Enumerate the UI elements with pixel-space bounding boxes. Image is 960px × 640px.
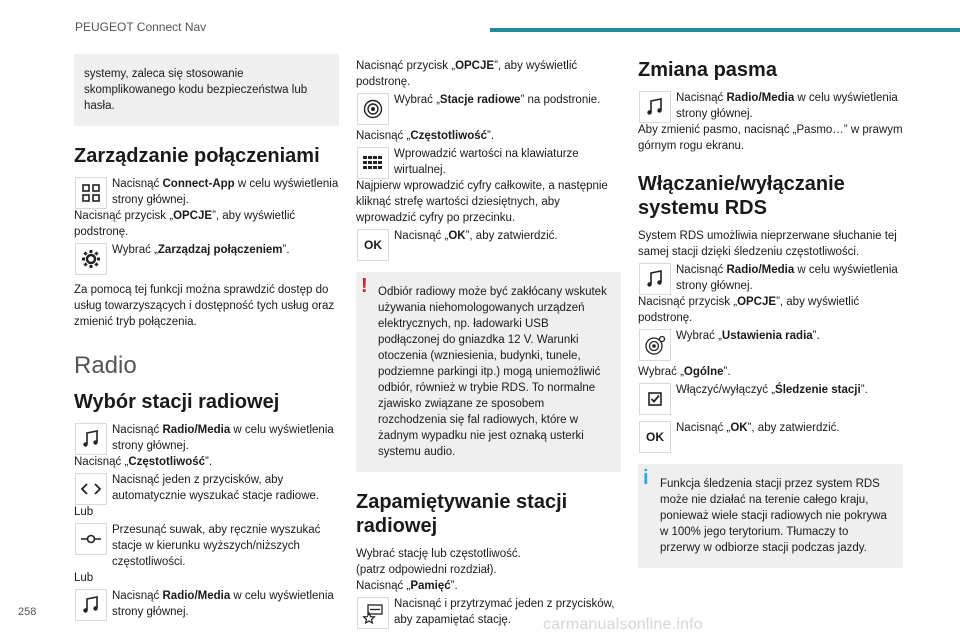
- paragraph: Nacisnąć przycisk „OPCJE”, aby wyświetlić podstronę.: [356, 60, 578, 88]
- step-radio-media-rds: Nacisnąć Radio/Media w celu wyświetlenia strony głównej.: [638, 262, 903, 294]
- paragraph: Nacisnąć „Częstotliwość”.: [74, 456, 213, 468]
- heading-rds: Włączanie/wyłączanie systemu RDS: [638, 173, 845, 219]
- keypad-icon: [357, 147, 389, 179]
- warning-note: [356, 272, 621, 472]
- paragraph: Nacisnąć „Częstotliwość”.: [356, 130, 495, 142]
- slider-icon: [75, 523, 107, 555]
- paragraph: Najpierw wprowadzić cyfry całkowite, a następnie kliknąć strefę wartości dziesiętnych, aby wprowadzić cyfry po przecinku.: [356, 180, 608, 224]
- info-note: [638, 464, 903, 568]
- step-radio-media-2: Nacisnąć Radio/Media w celu wyświetlenia strony głównej.: [74, 588, 339, 620]
- step-slider: Przesunąć suwak, aby ręcznie wyszukać stacje w kierunku wyższych/niższych częstotliwości.: [74, 522, 339, 570]
- paragraph: Nacisnąć przycisk „OPCJE”, aby wyświetlić podstronę.: [74, 210, 296, 238]
- column-middle: [356, 58, 621, 628]
- step-auto-search: Nacisnąć jeden z przycisków, aby automatycznie wyszukać stacje radiowe.: [74, 472, 339, 504]
- paragraph-or: Lub: [74, 572, 94, 584]
- step-text: Nacisnąć: [112, 178, 163, 190]
- chevron-left-right-icon: [75, 473, 107, 505]
- heading-change-band: Zmiana pasma: [638, 59, 777, 81]
- paragraph: Nacisnąć „Pamięć”.: [356, 580, 458, 592]
- heading-radio: Radio: [74, 352, 137, 379]
- step-radio-media: Nacisnąć Radio/Media w celu wyświetlenia strony głównej.: [74, 422, 339, 454]
- step-radio-settings: Wybrać „Ustawienia radia”.: [638, 328, 903, 360]
- apps-grid-icon: [75, 177, 107, 209]
- info-icon: i: [643, 467, 649, 489]
- gear-icon: [75, 243, 107, 275]
- header-accent-bar: [490, 28, 960, 32]
- intro-note-text: systemy, zaleca się stosowanie skomplikowanego kodu bezpieczeństwa lub hasła.: [84, 68, 308, 112]
- step-toggle-tracking: Włączyć/wyłączyć „Śledzenie stacji”.: [638, 382, 903, 414]
- warning-icon: !: [361, 275, 368, 297]
- paragraph: Wybrać stację lub częstotliwość.: [356, 548, 521, 560]
- info-text: Funkcja śledzenia stacji przez system RDS może nie działać na terenie całego kraju, ponieważ wiele stacji radiowych nie pokrywa w 100% jego terytorium. Tłumaczy to przerwy w odbiorze stacji podczas jazdy.: [660, 478, 887, 554]
- step-text: w celu wyświetlenia strony głównej.: [112, 178, 339, 206]
- step-ok: OK Nacisnąć „OK”, aby zatwierdzić.: [356, 228, 621, 260]
- ok-icon: OK: [639, 421, 671, 453]
- running-header: PEUGEOT Connect Nav: [75, 20, 207, 34]
- paragraph: Nacisnąć przycisk „OPCJE”, aby wyświetlić podstronę.: [638, 296, 860, 324]
- step-manage-connection: Wybrać „Zarządzaj połączeniem”.: [74, 242, 339, 274]
- music-note-icon: [75, 423, 107, 455]
- step-keypad: Wprowadzić wartości na klawiaturze wirtualnej.: [356, 146, 621, 178]
- step-connect-app: [74, 176, 339, 208]
- warning-text: Odbiór radiowy może być zakłócany wskutek używania niehomologowanych urządzeń elektrycznych, np. ładowarki USB podłączonej do gniazdka 12 V. Warunki otoczenia (wzniesienia, budynki, tunele, podziemne parkingi itp.) mogą uniemożliwić odbiór, również w trybie RDS. To normalne zjawisko związane ze sposobem rozchodzenia się fal radiowych, które w żadnym wypadku nie jest oznaką usterki systemu audio.: [378, 286, 607, 458]
- paragraph: Wybrać „Ogólne”.: [638, 366, 731, 378]
- paragraph: (patrz odpowiedni rozdział).: [356, 564, 497, 576]
- column-right: [638, 58, 903, 568]
- heading-select-station: Wybór stacji radiowej: [74, 391, 280, 413]
- radio-station-icon: [357, 93, 389, 125]
- column-left: [74, 54, 339, 620]
- intro-note: [74, 54, 339, 126]
- step-memory: Nacisnąć i przytrzymać jeden z przycisków, aby zapamiętać stację.: [356, 596, 621, 628]
- star-radio-icon: [357, 597, 389, 629]
- watermark: carmanualsonline.info: [543, 616, 703, 633]
- paragraph: System RDS umożliwia nieprzerwane słuchanie tej samej stacji dzięki śledzeniu częstotliwości.: [638, 230, 897, 258]
- step-radio-stations: Wybrać „Stacje radiowe” na podstronie.: [356, 92, 621, 124]
- radio-settings-icon: [639, 329, 671, 361]
- heading-connection-management: Zarządzanie połączeniami: [74, 145, 320, 167]
- music-note-icon: [639, 91, 671, 123]
- checkbox-icon: [639, 383, 671, 415]
- ok-icon: OK: [357, 229, 389, 261]
- step-radio-media-band: Nacisnąć Radio/Media w celu wyświetlenia strony głównej.: [638, 90, 903, 122]
- step-text-bold: Connect-App: [162, 178, 235, 190]
- paragraph-or: Lub: [74, 506, 94, 518]
- paragraph: Za pomocą tej funkcji można sprawdzić dostęp do usług towarzyszących i dostępność tych usług oraz zmienić tryb połączenia.: [74, 284, 335, 328]
- music-note-icon: [639, 263, 671, 295]
- step-ok-rds: OK Nacisnąć „OK”, aby zatwierdzić.: [638, 420, 903, 452]
- music-note-icon: [75, 589, 107, 621]
- paragraph: Aby zmienić pasmo, nacisnąć „Pasmo…” w prawym górnym rogu ekranu.: [638, 124, 903, 152]
- heading-memorize-station: Zapamiętywanie stacji radiowej: [356, 491, 568, 537]
- page-number: 258: [18, 606, 37, 618]
